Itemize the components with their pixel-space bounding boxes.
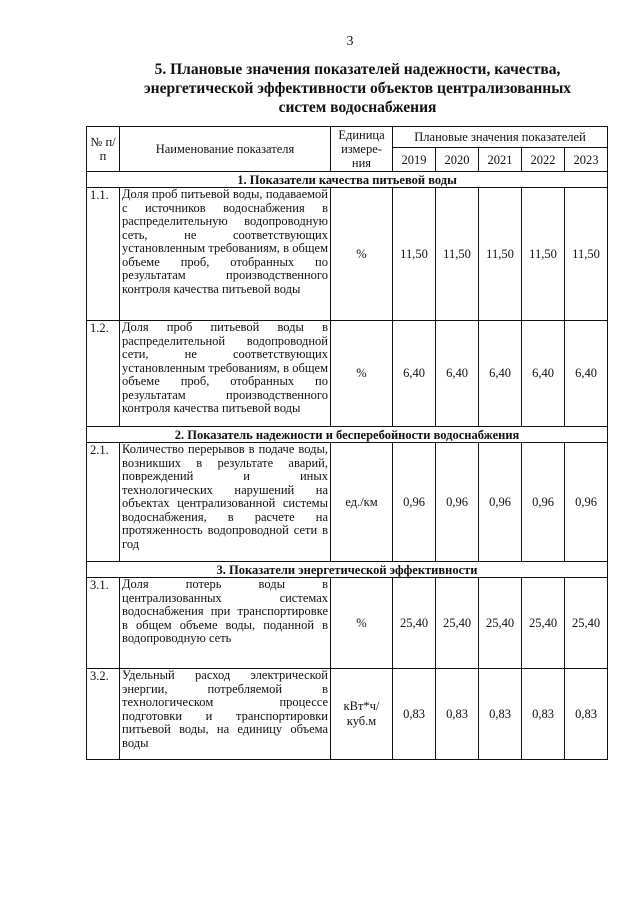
title-line: 5. Плановые значения показателей надежности, качества,: [154, 61, 561, 78]
section-header: 2. Показатель надежности и бесперебойности водоснабжения: [87, 427, 608, 443]
value-cell: 11,50: [565, 188, 608, 321]
section-header-row: [87, 562, 608, 578]
value-cell: 0,83: [565, 669, 608, 760]
value-cell: 0,83: [479, 669, 522, 760]
unit-cell: %: [331, 188, 393, 321]
value-cell: 0,83: [436, 669, 479, 760]
value-cell: 6,40: [393, 321, 436, 427]
row-number: 1.1.: [87, 188, 120, 321]
value-cell: 11,50: [393, 188, 436, 321]
header-num: № п/п: [87, 127, 120, 172]
section-header-row: [87, 427, 608, 443]
indicator-name: Доля проб питьевой воды, подаваемой с источников водоснабжения в распределительную водопроводную сеть, не соответствующих установленным требованиям, в общем объеме проб, отобранных по результатам производственного контроля качества питьевой воды: [120, 188, 331, 321]
value-cell: 6,40: [522, 321, 565, 427]
value-cell: 25,40: [479, 578, 522, 669]
table-row: [87, 321, 608, 427]
value-cell: 0,96: [565, 443, 608, 562]
value-cell: 6,40: [565, 321, 608, 427]
value-cell: 25,40: [522, 578, 565, 669]
header-year: 2020: [436, 148, 479, 172]
unit-cell: кВт*ч/ куб.м: [331, 669, 393, 760]
row-number: 3.1.: [87, 578, 120, 669]
value-cell: 0,83: [522, 669, 565, 760]
value-cell: 25,40: [393, 578, 436, 669]
header-year: 2023: [565, 148, 608, 172]
row-number: 2.1.: [87, 443, 120, 562]
header-year: 2021: [479, 148, 522, 172]
header-year: 2019: [393, 148, 436, 172]
section-header-row: [87, 172, 608, 188]
title-line: систем водоснабжения: [278, 99, 437, 116]
table-row: [87, 188, 608, 321]
indicators-table: [86, 126, 608, 760]
indicator-name: Удельный расход электрической энергии, потребляемой в технологическом процессе подготовки и транспортировки питьевой воды, на единицу объема воды: [120, 669, 331, 760]
unit-cell: ед./км: [331, 443, 393, 562]
section-header: 3. Показатели энергетической эффективности: [87, 562, 608, 578]
table-row: [87, 578, 608, 669]
value-cell: 11,50: [522, 188, 565, 321]
indicator-name: Количество перерывов в подаче воды, возникших в результате аварий, повреждений и иных технологических нарушений на объектах централизованной системы водоснабжения, в расчете на протяженность водопроводной сети в год: [120, 443, 331, 562]
header-planned-values: Плановые значения показателей: [393, 127, 608, 148]
value-cell: 25,40: [436, 578, 479, 669]
title-line: энергетической эффективности объектов централизованных: [143, 80, 572, 97]
value-cell: 11,50: [479, 188, 522, 321]
unit-cell: %: [331, 321, 393, 427]
section-title: [140, 60, 575, 117]
value-cell: 11,50: [436, 188, 479, 321]
header-unit: Единица измере-ния: [331, 127, 393, 172]
indicator-name: Доля потерь воды в централизованных системах водоснабжения при транспортировке в общем объеме воды, поданной в водопроводную сеть: [120, 578, 331, 669]
page-number: 3: [346, 34, 354, 49]
unit-cell: %: [331, 578, 393, 669]
indicator-name: Доля проб питьевой воды в распределительной водопроводной сети, не соответствующих установленным требованиям, в общем объеме проб, отобранных по результатам производственного контроля качества питьевой воды: [120, 321, 331, 427]
row-number: 3.2.: [87, 669, 120, 760]
value-cell: 6,40: [436, 321, 479, 427]
header-year: 2022: [522, 148, 565, 172]
value-cell: 0,96: [479, 443, 522, 562]
section-header: 1. Показатели качества питьевой воды: [87, 172, 608, 188]
header-name: Наименование показателя: [120, 127, 331, 172]
table-row: [87, 669, 608, 760]
value-cell: 0,96: [436, 443, 479, 562]
table-row: [87, 443, 608, 562]
value-cell: 0,96: [393, 443, 436, 562]
value-cell: 25,40: [565, 578, 608, 669]
value-cell: 6,40: [479, 321, 522, 427]
value-cell: 0,83: [393, 669, 436, 760]
value-cell: 0,96: [522, 443, 565, 562]
row-number: 1.2.: [87, 321, 120, 427]
